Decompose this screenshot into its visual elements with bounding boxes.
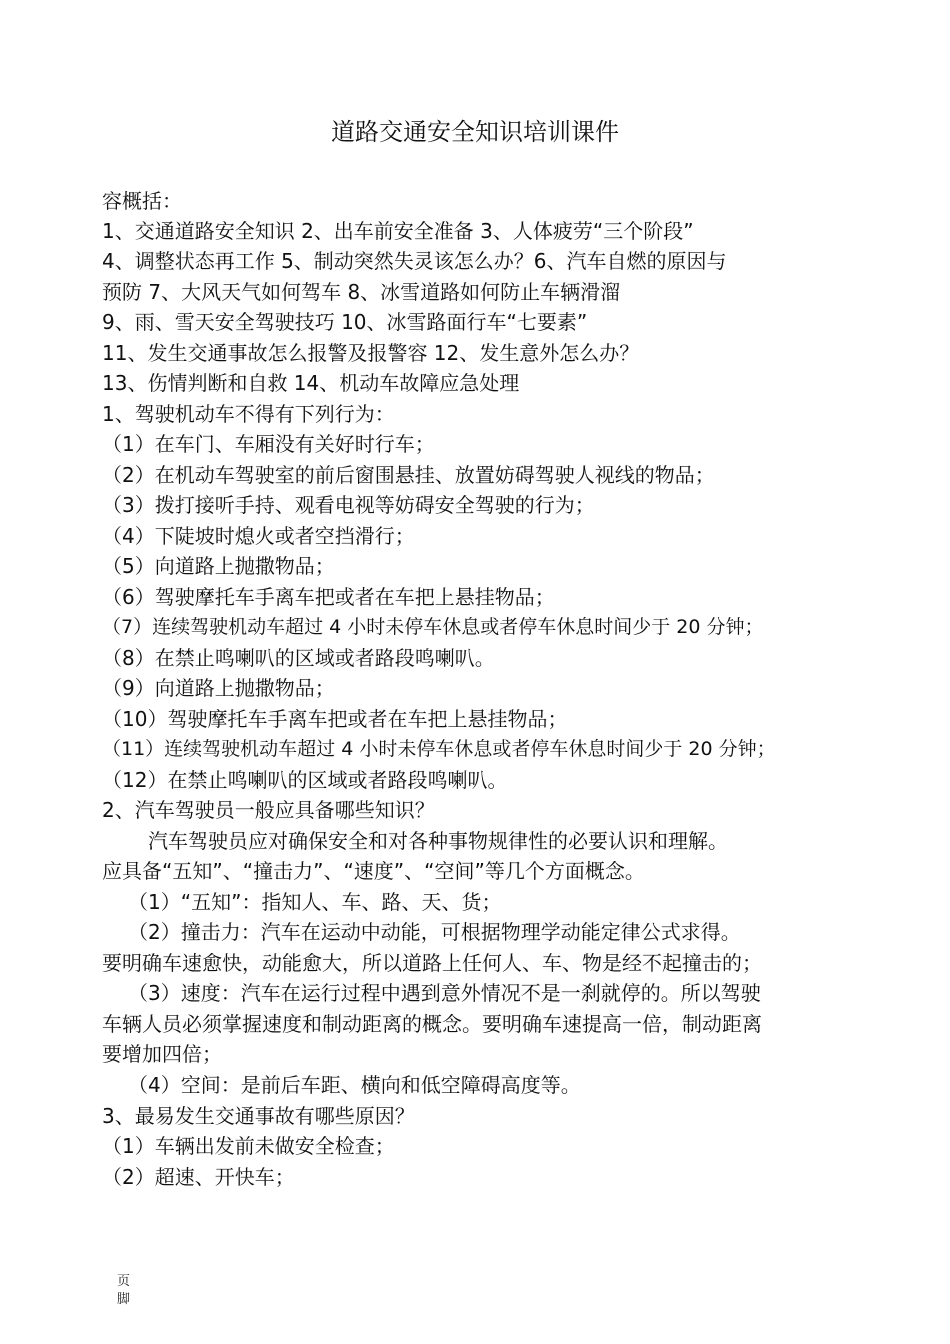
text-line: 要明确车速愈快，动能愈大，所以道路上任何人、车、物是经不起撞击的； xyxy=(102,951,762,975)
text-line: （2）在机动车驾驶室的前后窗围悬挂、放置妨碍驾驶人视线的物品； xyxy=(102,463,715,487)
text-line: 13、伤情判断和自救 14、机动车故障应急处理 xyxy=(102,371,520,395)
text-line: （3）速度：汽车在运行过程中遇到意外情况不是一刹就停的。所以驾驶 xyxy=(128,981,761,1005)
text-line: （8）在禁止鸣喇叭的区域或者路段鸣喇叭。 xyxy=(102,646,495,670)
text-line: 3、最易发生交通事故有哪些原因？ xyxy=(102,1104,415,1128)
page-footer-char: 脚 xyxy=(117,1292,131,1307)
text-line: 汽车驾驶员应对确保安全和对各种事物规律性的必要认识和理解。 xyxy=(148,829,728,853)
text-line: 2、汽车驾驶员一般应具备哪些知识？ xyxy=(102,798,435,822)
text-line: （2）超速、开快车； xyxy=(102,1165,295,1189)
text-line: 1、驾驶机动车不得有下列行为： xyxy=(102,402,395,426)
text-line: （4）空间：是前后车距、横向和低空障碍高度等。 xyxy=(128,1073,581,1097)
text-line: 应具备“五知”、“撞击力”、“速度”、“空间”等几个方面概念。 xyxy=(102,859,645,883)
text-line: （7）连续驾驶机动车超过 4 小时未停车休息或者停车休息时间少于 20 分钟； xyxy=(102,616,764,638)
text-line: （5）向道路上抛撒物品； xyxy=(102,554,335,578)
text-line: （2）撞击力：汽车在运动中动能，可根据物理学动能定律公式求得。 xyxy=(128,920,741,944)
text-line: 11、发生交通事故怎么报警及报警容 12、发生意外怎么办？ xyxy=(102,341,640,365)
text-line: （3）拨打接听手持、观看电视等妨碍安全驾驶的行为； xyxy=(102,493,595,517)
text-line: （12）在禁止鸣喇叭的区域或者路段鸣喇叭。 xyxy=(102,768,508,792)
text-line: 9、雨、雪天安全驾驶技巧 10、冰雪路面行车“七要素” xyxy=(102,310,588,334)
text-line: （10）驾驶摩托车手离车把或者在车把上悬挂物品； xyxy=(102,707,568,731)
text-line: （1）“五知”：指知人、车、路、天、货； xyxy=(128,890,502,914)
text-line: （4）下陡坡时熄火或者空挡滑行； xyxy=(102,524,415,548)
page-footer-char: 页 xyxy=(117,1274,131,1289)
text-line: （1）在车门、车厢没有关好时行车； xyxy=(102,432,435,456)
text-line: （1）车辆出发前未做安全检查； xyxy=(102,1134,395,1158)
text-line: 要增加四倍； xyxy=(102,1042,222,1066)
text-line: （9）向道路上抛撒物品； xyxy=(102,676,335,700)
text-line: （11）连续驾驶机动车超过 4 小时未停车休息或者停车休息时间少于 20 分钟； xyxy=(102,738,776,760)
text-line: 预防 7、大风天气如何驾车 8、冰雪道路如何防止车辆滑溜 xyxy=(102,280,621,304)
text-line: 车辆人员必须掌握速度和制动距离的概念。要明确车速提高一倍，制动距离 xyxy=(102,1012,762,1036)
text-line: 容概括： xyxy=(102,189,182,213)
text-line: 4、调整状态再工作 5、制动突然失灵该怎么办？6、汽车自燃的原因与 xyxy=(102,249,727,273)
text-line: 1、交通道路安全知识 2、出车前安全准备 3、人体疲劳“三个阶段” xyxy=(102,219,694,243)
text-line: （6）驾驶摩托车手离车把或者在车把上悬挂物品； xyxy=(102,585,555,609)
document-title: 道路交通安全知识培训课件 xyxy=(331,118,619,146)
